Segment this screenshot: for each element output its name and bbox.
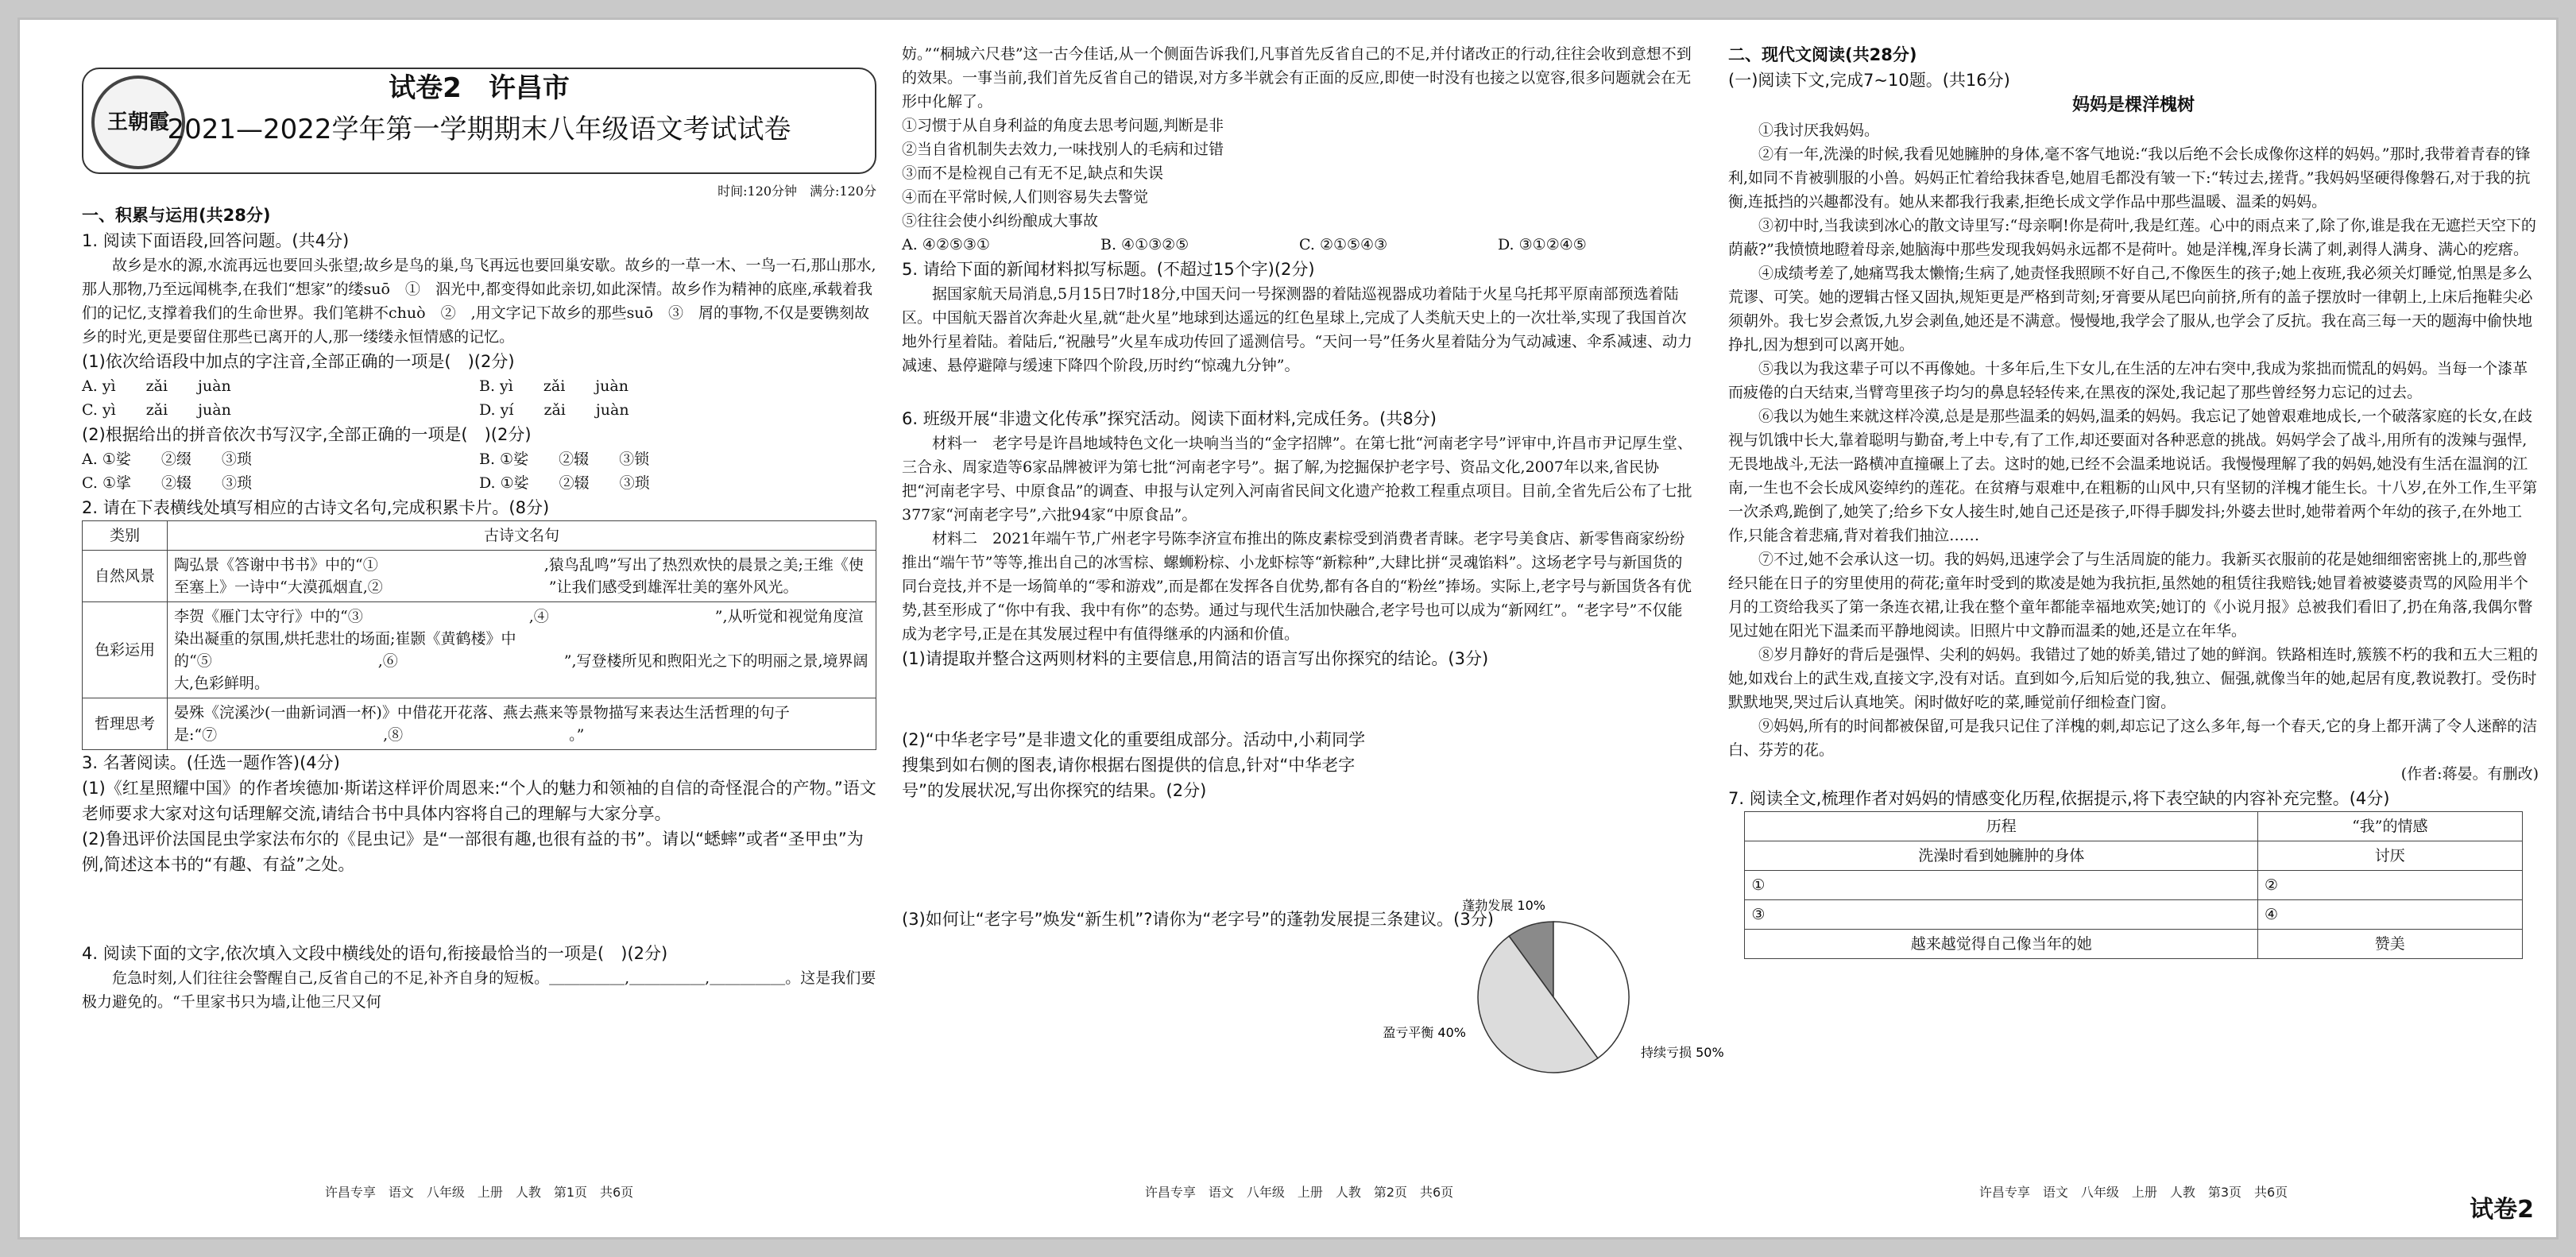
row-category: 哲理思考 [83, 698, 168, 750]
pie-label: 蓬勃发展 10% [1462, 898, 1545, 913]
reading-title: 妈妈是棵洋槐树 [2071, 95, 2195, 115]
question-6-1: (1)请提取并整合这两则材料的主要信息,用简洁的语言写出你探究的结论。(3分) [902, 649, 1489, 668]
answer-space[interactable] [902, 377, 1696, 406]
table-row [83, 551, 876, 602]
q4-item: ①习惯于从自身利益的角度去思考问题,判断是非 [902, 117, 1224, 134]
question-3: 3. 名著阅读。(任选一题作答)(4分) [82, 753, 340, 772]
option-d[interactable]: D. yí zǎi juàn [479, 401, 629, 419]
reading-paragraph: ④成绩考差了,她痛骂我太懒惰;生病了,她责怪我照顾不好自己,不像医生的孩子;她上夜班,我必须关灯睡觉,怕黑是多么荒谬、可笑。她的逻辑古怪又固执,规矩更是严格到苛刻;牙膏要从尾巴向前挤,所有的盖子摆放时一律朝上,上床后拖鞋尖必须朝外。我七岁会煮饭,九岁会剥鱼,她还是不满意。慢慢地,我学会了服从,也学会了反抗。我在高三每一天的题海中偷快地挣扎,因为想到可以离开她。 [1728, 265, 2533, 354]
table-row [83, 602, 876, 698]
page-footer: 许昌专享 语文 八年级 上册 人教 第1页 共6页 [324, 1185, 634, 1200]
poetry-table [82, 520, 876, 750]
question-3-2: (2)鲁迅评价法国昆虫学家法布尔的《昆虫记》是“一部很有趣,也很有益的书”。请以“蟋蟀”或者“圣甲虫”为例,简述这本书的“有趣、有益”之处。 [82, 830, 864, 874]
pie-chart [1383, 894, 1724, 1132]
q4-item: ③而不是检视自己有无不足,缺点和失误 [902, 164, 1164, 182]
question-3-1: (1)《红星照耀中国》的作者埃德加·斯诺这样评价周恩来:“个人的魅力和领袖的自信的奇怪混合的产物。”语文老师要求大家对这句话理解交流,请结合书中具体内容将自己的理解与大家分享。 [82, 779, 876, 823]
time-info: 时间:120分钟 满分:120分 [717, 184, 876, 199]
question-1-1: (1)依次给语段中加点的字注音,全部正确的一项是( )(2分) [82, 352, 515, 371]
emotion-table [1744, 811, 2522, 959]
exam-sheet [17, 17, 2559, 1240]
question-4: 4. 阅读下面的文字,依次填入文段中横线处的语句,衔接最恰当的一项是( )(2分) [82, 944, 668, 963]
options-1-2b [82, 471, 876, 495]
table-header: 类别 [83, 521, 168, 551]
row-text[interactable]: 李贺《雁门太守行》中的“③ ,④ ”,从听觉和视觉角度渲染出凝重的氛围,烘托悲壮的场面;崔颢《黄鹤楼》中的“⑤ ,⑥ ”,写登楼所见和煦阳光之下的明丽之景,境界阔大,色彩鲜明。 [168, 602, 876, 698]
question-7: 7. 阅读全文,梳理作者对妈妈的情感变化历程,依据提示,将下表空缺的内容补充完整。(4分) [1728, 789, 2390, 808]
table-row [1745, 900, 2522, 930]
row-category: 色彩运用 [83, 602, 168, 698]
exam-title: 试卷2 许昌市 [389, 72, 570, 104]
row-category: 自然风景 [83, 551, 168, 602]
table-cell[interactable]: ① [1745, 871, 2258, 900]
subsection-heading: (一)阅读下文,完成7~10题。(共16分) [1728, 71, 2010, 90]
table-cell[interactable]: ③ [1745, 900, 2258, 930]
option-d[interactable]: D. ①娑 ②辍 ③琐 [479, 474, 650, 492]
page-3 [1728, 42, 2539, 1200]
table-row [83, 698, 876, 750]
passage-text: 故乡是水的源,水流再远也要回头张望;故乡是鸟的巢,鸟飞再远也要回巢安歇。故乡的一草一木、一鸟一石,那山那水,那人那物,乃至远闻桃李,在我们“想家”的缕suō ① 泅光中,都变得如此亲切,如此深情。故乡作为精神的底座,承载着我们的记忆,支撑着我们的生命世界。我们笔耕不chuò ② ,用文字记下故乡的那些suō ③ 屑的事物,不仅是要镌刻故乡的时光,更是要留住那些已离开的人,那一缕缕永恒情感的记忆。 [82, 257, 876, 346]
table-cell: 讨厌 [2258, 841, 2523, 871]
page-footer: 许昌专享 语文 八年级 上册 人教 第3页 共6页 [1978, 1185, 2288, 1200]
table-row [1745, 930, 2522, 959]
reading-paragraph: ③初中时,当我读到冰心的散文诗里写:“母亲啊!你是荷叶,我是红莲。心中的雨点来了,除了你,谁是我在无遮拦天空下的荫蔽?”我愤愤地瞪着母亲,她脑海中那些发现我妈妈永远都不是荷叶。她是洋槐,浑身长满了刺,剥得人满身、满心的疙瘩。 [1728, 217, 2536, 258]
answer-space[interactable] [82, 877, 876, 941]
question-5: 5. 请给下面的新闻材料拟写标题。(不超过15个字)(2分) [902, 260, 1315, 279]
q4-options [902, 233, 1696, 257]
question-1-2: (2)根据给出的拼音依次书写汉字,全部正确的一项是( )(2分) [82, 425, 532, 444]
passage-continued: 妨。”“桐城六尺巷”这一古今佳话,从一个侧面告诉我们,凡事首先反省自己的不足,并付诸改正的行动,往往会收到意想不到的效果。一事当前,我们首先反省自己的错误,对方多半就会有正面的反应,即使一时没有也接之以宽容,很多问题就会在无形中化解了。 [902, 45, 1692, 110]
logo: 王朝霞 [91, 75, 185, 169]
option-c[interactable]: C. ②①⑤④③ [1299, 236, 1388, 253]
question-6-3: (3)如何让“老字号”焕发“新生机”?请你为“老字号”的蓬勃发展提三条建议。(3分) [902, 910, 1494, 929]
q4-item: ②当自省机制失去效力,一味找别人的毛病和过错 [902, 141, 1224, 158]
option-c[interactable]: C. yì zǎi juàn [82, 401, 231, 419]
pie-label: 盈亏平衡 40% [1383, 1025, 1466, 1040]
options-1-2 [82, 447, 876, 471]
table-cell: 洗澡时看到她臃肿的身体 [1745, 841, 2258, 871]
option-a[interactable]: A. ①娑 ②缀 ③琐 [82, 451, 252, 468]
table-row [1745, 871, 2522, 900]
reading-paragraph: ⑦不过,她不会承认这一切。我的妈妈,迅速学会了与生活周旋的能力。我新买衣服前的花是她细细密密挑上的,那些曾经只能在日子的穷里使用的荷花;童年时受到的欺凌是她为我抗拒,虽然她的租赁往我赔钱;她冒着被婆婆责骂的风险用半个月的工资给我买了第一条连衣裙,让我在整个童年都能幸福地欢笑;她订的《小说月报》总被我们看旧了,扔在角落,我偶尔瞥见过她在阳光下温柔而平静地阅读。旧照片中文静而温柔的她,还是立在年华。 [1728, 551, 2533, 640]
section-heading: 二、现代文阅读(共28分) [1728, 45, 1917, 64]
q4-item: ⑤往往会使小纠纷酿成大事故 [902, 212, 1099, 230]
q4-item: ④而在平常时候,人们则容易失去警觉 [902, 188, 1149, 206]
exam-subtitle: 2021—2022学年第一学期期末八年级语文考试试卷 [167, 114, 791, 145]
section-heading: 一、积累与运用(共28分) [82, 206, 271, 225]
option-b[interactable]: B. ④①③②⑤ [1100, 236, 1189, 253]
option-a[interactable]: A. ④②⑤③① [902, 236, 990, 253]
table-header: 历程 [1745, 812, 2258, 841]
table-row [1745, 841, 2522, 871]
material-2: 材料二 2021年端午节,广州老字号陈李济宣布推出的陈皮素棕受到消费者青睐。老字号美食店、新零售商家纷纷推出“端午节”等等,推出自己的冰雪棕、螺蛳粉棕、小龙虾棕等“新粽种”,大肆比拼“灵魂馅料”。这场老字号与新国货的同台竞技,并不是一场简单的“零和游戏”,而是都在发挥各自优势,都有各自的“粉丝”捧场。实际上,老字号与新国货各有优势,甚至形成了“你中有我、我中有你”的态势。通过与现代生活加快融合,老字号也可以成为“新网红”。“老字号”不仅能成为老字号,正是在其发展过程中有值得继承的内涵和价值。 [902, 530, 1692, 643]
reading-paragraph: ⑤我以为我这辈子可以不再像她。十多年后,生下女儿,在生活的左冲右突中,我成为浆拙而慌乱的妈妈。当每一个漆革而疲倦的白天结束,当臂弯里孩子均匀的鼻息轻轻传来,在黑夜的深处,我记起了那些曾经努力忘记的过去。 [1728, 360, 2528, 401]
question-2: 2. 请在下表横线处填写相应的古诗文名句,完成积累卡片。(8分) [82, 498, 550, 517]
option-c[interactable]: C. ①挲 ②辍 ③琐 [82, 474, 252, 492]
question-4-text: 危急时刻,人们往往会警醒自己,反省自己的不足,补齐自身的短板。＿＿＿＿＿,＿＿＿＿＿,＿＿＿＿＿。这是我们要极力避免的。“千里家书只为墙,让他三尺又何 [82, 969, 876, 1011]
option-d[interactable]: D. ③①②④⑤ [1498, 236, 1587, 253]
table-cell: 赞美 [2258, 930, 2523, 959]
reading-paragraph: ⑧岁月静好的背后是强悍、尖利的妈妈。我错过了她的娇美,错过了她的鲜润。铁路相连时,簇簇不朽的我和五大三粗的她,如戏台上的武生戏,直接文字,没有对话。直到如今,后知后觉的我,独立、倔强,就像当年的她,起居有度,教说教打。受伤时默默地哭,哭过后认真地笑。闲时做好吃的菜,睡觉前仔细检查门窗。 [1728, 646, 2539, 711]
options-1-1b [82, 398, 876, 422]
reading-paragraph: ①我讨厌我妈妈。 [1758, 122, 1880, 139]
option-b[interactable]: B. ①娑 ②辍 ③锁 [479, 451, 650, 468]
options-1-1 [82, 374, 876, 398]
table-cell[interactable]: ④ [2258, 900, 2523, 930]
pie-label: 持续亏损 50% [1641, 1045, 1724, 1060]
reading-paragraph: ⑨妈妈,所有的时间都被保留,可是我只记住了洋槐的刺,却忘记了这么多年,每一个春天,它的身上都开满了令人迷醉的洁白、芬芳的花。 [1728, 717, 2538, 759]
table-cell: 越来越觉得自己像当年的她 [1745, 930, 2258, 959]
answer-space[interactable] [902, 671, 1696, 727]
page-footer: 许昌专享 语文 八年级 上册 人教 第2页 共6页 [1144, 1185, 1454, 1200]
table-header: “我”的情感 [2258, 812, 2523, 841]
reading-paragraph: ②有一年,洗澡的时候,我看见她臃肿的身体,毫不客气地说:“我以后绝不会长成像你这样的妈妈。”那时,我带着青春的锋利,如同不肯被驯服的小兽。妈妈正忙着给我抹香皂,她眉毛都没有皱一下:“转过去,搓背。”我妈妈坚硬得像磐石,对于我的抗衡,连抵挡的兴趣都没有。她从来都我行我素,拒绝长成文学作品中那些温暖、温柔的妈妈。 [1728, 145, 2531, 211]
question-1: 1. 阅读下面语段,回答问题。(共4分) [82, 231, 350, 250]
title-box [82, 68, 876, 174]
question-6: 6. 班级开展“非遗文化传承”探究活动。阅读下面材料,完成任务。(共8分) [902, 409, 1437, 428]
page-1 [82, 68, 876, 1200]
table-header: 古诗文名句 [168, 521, 876, 551]
pie-chart-svg [1383, 894, 1724, 1100]
table-cell[interactable]: ② [2258, 871, 2523, 900]
option-b[interactable]: B. yì zǎi juàn [479, 377, 629, 395]
paper-badge: 试卷2 [2470, 1196, 2534, 1224]
answer-space[interactable] [902, 803, 1696, 907]
question-6-2: (2)“中华老字号”是非遗文化的重要组成部分。活动中,小莉同学搜集到如右侧的图表,请你根据右图提供的信息,针对“中华老字号”的发展状况,写出你探究的结果。(2分) [902, 730, 1366, 800]
row-text[interactable]: 陶弘景《答谢中书书》中的“① ,猿鸟乱鸣”写出了热烈欢快的晨景之美;王维《使至塞上》一诗中“大漠孤烟直,② ”让我们感受到雄浑壮美的塞外风光。 [168, 551, 876, 602]
option-a[interactable]: A. yì zǎi juàn [82, 377, 231, 395]
news-text: 据国家航天局消息,5月15日7时18分,中国天问一号探测器的着陆巡视器成功着陆于火星乌托邦平原南部预选着陆区。中国航天器首次奔赴火星,就“赴火星”地球到达遥远的红色星球上,完成了人类航天史上的一次壮举,实现了我国首次地外行星着陆。着陆后,“祝融号”火星车成功传回了遥测信号。“天问一号”任务火星着陆分为气动减速、伞系减速、动力减速、悬停避障与缓速下降四个阶段,历时约“惊魂九分钟”。 [902, 285, 1692, 374]
author-credit: (作者:蒋晏。有删改) [2400, 765, 2539, 783]
reading-paragraph: ⑥我以为她生来就这样冷漠,总是是那些温柔的妈妈,温柔的妈妈。我忘记了她曾艰难地成长,一个破落家庭的长女,在歧视与饥饿中长大,靠着聪明与勤奋,考上中专,有了工作,却还要面对各种恶意的挑战。妈妈学会了战斗,用所有的泼辣与强悍,无畏地战斗,无法一路横冲直撞碾上了去。这时的她,已经不会温柔地说话。我慢慢理解了我的妈妈,她没有生活在温润的江南,一生也不会长成风姿绰约的莲花。在贫瘠与艰难中,在粗粝的山风中,只有坚韧的洋槐才能生长。十八岁,在外工作,生平第一次杀鸡,跪倒了,她笑了;给乡下女人接生时,她自己还是孩子,吓得手脚发抖;外婆去世时,她带着两个年幼的孩子,在外地工作,只能含着悲痛,背对着我们抽泣…… [1728, 408, 2538, 544]
material-1: 材料一 老字号是许昌地域特色文化一块响当当的“金字招牌”。在第七批“河南老字号”评审中,许昌市尹记厚生堂、三合永、周家造等6家品牌被评为第七批“河南老字号”。据了解,为挖掘保护老字号、资品文化,2007年以来,省民协把“河南老字号、中原食品”的调查、申报与认定列入河南省民间文化遗产抢救工程重点项目。目前,全省先后公布了七批377家“河南老字号”,六批94家“中原食品”。 [902, 435, 1692, 524]
row-text[interactable]: 晏殊《浣溪沙(一曲新词酒一杯)》中借花开花落、燕去燕来等景物描写来表达生活哲理的句子是:“⑦ ,⑧ 。” [168, 698, 876, 750]
